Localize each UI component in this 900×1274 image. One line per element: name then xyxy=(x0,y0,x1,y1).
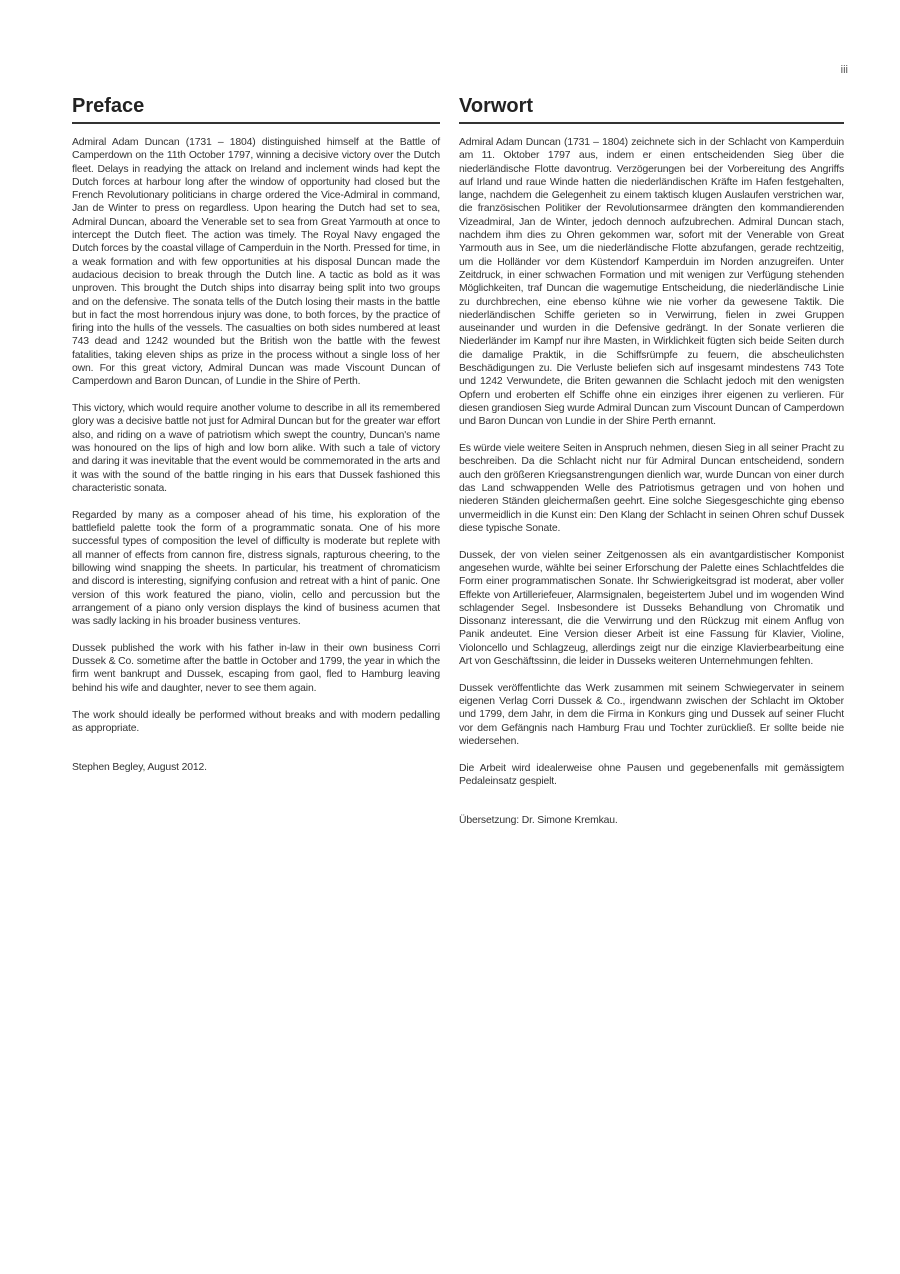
vorwort-paragraph-1: Admiral Adam Duncan (1731 – 1804) zeichnete sich in der Schlacht von Kamperduin am 11. Oktober 1797 aus, indem er einen entscheidenden Sieg über die niederländische Flotte davontrug. Verzögerungen bei der Vorbereitung des Angriffs auf Irland und raue Winde hatten die niederländischen Kräfte im Hafen festgehalten, lange, nachdem die Gelegenheit zu einem taktisch klugen Auslaufen verstrichen war, die französischen Politiker der Revolutionsarmee drängten den kommandierenden Vizeadmiral, Jan de Winter, jedoch dennoch aufzubrechen. Admiral Duncan stach, nachdem ihm dies zu Ohren gekommen war, sofort mit der Venerable von Great Yarmouth aus in See, um die niederländische Flotte abzufangen, gerade rechtzeitig, um die Holländer vor dem Küstendorf Kamperduin im Norden anzugreifen. Unter Zeitdruck, in einer schwachen Formation und mit wenigen zur Verfügung stehenden Möglichkeiten, traf Duncan die wagemutige Entscheidung, die niederländische Linie zu durchbrechen, eine ebenso kühne wie nie vorher da gewesene Taktik. Die niederländischen Schiffe gerieten so in Verwirrung, fielen in zwei Gruppen auseinander und wurden in die Defensive gedrängt. In der Sonate verlieren die Niederländer im Kampf nur ihre Masten, in Wirklichkeit fügten sich beide Seiten durch die damalige Praktik, in die Schiffsrümpfe zu feuern, die abscheulichsten Beschädigungen zu. Die Verluste beliefen sich auf insgesamt mindestens 743 Tote und 1242 Verwundete, die Briten gewannen die Schlacht jedoch mit den wenigsten Opfern und eroberten elf Schiffe ohne ein einziges ihrer eigenen zu verlieren. Für diesen grandiosen Sieg wurde Admiral Duncan zum Viscount Duncan of Camperdown und Baron Duncan von Lundie in der Shire Perth ernannt. xyxy=(459,137,844,428)
preface-column-english xyxy=(72,94,440,788)
preface-body xyxy=(72,136,440,774)
preface-paragraph-1: Admiral Adam Duncan (1731 – 1804) distinguished himself at the Battle of Camperdown on the 11th October 1797, winning a decisive victory over the Dutch fleet. Delays in readying the attack on Ireland and inclement winds had kept the Dutch forces at harbour long after the window of opportunity had closed but the French Revolutionary politicians in charge ordered the Vice-Admiral in command, Jan de Winter to press on regardless. Upon hearing the Dutch had set to sea, Admiral Duncan, aboard the Venerable set to sea from Great Yarmouth at once to intercept the Dutch fleet. The action was timely. The Royal Navy engaged the Dutch forces by the coastal village of Camperduin in the North. Pressed for time, in a weak formation and with few opportunities at his disposal Duncan made the audacious decision to break through the Dutch line. A tactic as bold as it was unproven. This brought the Dutch ships into disarray being split into two groups and on the defensive. The sonata tells of the Dutch losing their masts in the battle but in fact the most horrendous injury was done, to both forces, by the practice of firing into the hulls of the vessels. The casualties on both sides numbered at least 743 dead and 1242 wounded but the British won the battle with the fewest fatalities, taking eleven ships as prize in the process without a single loss of her own. For this great victory, Admiral Duncan was made Viscount Duncan of Camperdown and Baron Duncan, of Lundie in the Shire of Perth. xyxy=(72,137,440,388)
vorwort-paragraph-4: Dussek veröffentlichte das Werk zusammen mit seinem Schwiegervater in seinem eigenen Verlag Corri Dussek & Co., irgendwann zwischen der Schlacht im Oktober und 1799, dem Jahr, in dem die Firma in Konkurs ging und Dussek auf seiner Flucht vor dem Gefängnis nach Hamburg Frau und Tochter zurückließ. Er sollte beide nie wiedersehen. xyxy=(459,682,844,747)
preface-heading: Preface xyxy=(72,94,440,124)
vorwort-paragraph-5: Die Arbeit wird idealerweise ohne Pausen und gegebenenfalls mit gemässigtem Pedaleinsatz gespielt. xyxy=(459,762,844,788)
preface-paragraph-4: Dussek published the work with his father in-law in their own business Corri Dussek & Co. sometime after the battle in October and 1799, the year in which the firm went bankrupt and Dussek, escaping from gaol, fled to Hamburg leaving behind his wife and daughter, never to see them again. xyxy=(72,642,440,694)
vorwort-body xyxy=(459,136,844,828)
preface-signature: Stephen Begley, August 2012. xyxy=(72,762,207,774)
preface-paragraph-5: The work should ideally be performed without breaks and with modern pedalling as appropriate. xyxy=(72,709,440,734)
vorwort-paragraph-2: Es würde viele weitere Seiten in Anspruch nehmen, diesen Sieg in all seiner Pracht zu beschreiben. Da die Schlacht nicht nur für Admiral Duncan entscheidend, sondern auch den größeren Kriegsanstrengungen dienlich war, wurde Duncan von einer durch das Land schwappenden Welle des Patriotismus getragen und von hohen und niederen Ständen gleichermaßen geehrt. Eine solche Siegesgeschichte ging ebenso unvermeidlich in die Kunst ein: Den Klang der Schlacht in seinen Ohren schuf Dussek diese typische Sonate. xyxy=(459,443,844,534)
vorwort-column-german xyxy=(459,94,844,841)
vorwort-signature: Übersetzung: Dr. Simone Kremkau. xyxy=(459,815,618,827)
vorwort-paragraph-3: Dussek, der von vielen seiner Zeitgenossen als ein avantgardistischer Komponist angesehen wurde, wählte bei seiner Erforschung der Palette eines Schlachtfeldes die Form einer programmatischen Sonate. Ihr Schwierigkeitsgrad ist moderat, aber voller Effekte von Artilleriefeuer, Alarmsignalen, begeistertem Jubel und im wogenden Wind schlagender Segel. Insbesondere ist Dusseks Behandlung von Chromatik und Dissonanz interessant, die die Verwirrung und den Rückzug mit einem Anflug von Panik andeutet. Eine Version dieser Arbeit ist eine Fassung für Klavier, Violine, Violoncello und Schlagzeug, allerdings zeigt nur die einzige Klavierbearbeitung eine Art von Geschäftssinn, die leider in Dusseks weiteren Unternehmungen fehlten. xyxy=(459,549,844,667)
preface-paragraph-2: This victory, which would require another volume to describe in all its remembered glory was a decisive battle not just for Admiral Duncan but for the greater war effort also, and riding on a wave of patriotism which swept the country, Duncan's name was honoured on the lips of high and low born alike. With such a tale of victory and daring it was inevitable that the event would be commemorated in the arts and it was with the sound of the battle ringing in his ears that Dussek fashioned this characteristic sonata. xyxy=(72,403,440,494)
page-number: iii xyxy=(840,64,848,76)
vorwort-heading: Vorwort xyxy=(459,94,844,124)
preface-paragraph-3: Regarded by many as a composer ahead of his time, his exploration of the battlefield palette took the form of a programmatic sonata. One of his more successful types of composition the level of difficulty is moderate but replete with all manner of effects from cannon fire, distress signals, rapturous cheering, to the billowing wind snapping the sheets. In particular, his treatment of chromaticism and discord is interesting, signifying confusion and retreat with a hint of panic. One version of this work featured the piano, violin, cello and percussion but the arrangement of a piano only version displays the kind of business acumen that was sadly lacking in his broader business ventures. xyxy=(72,509,440,628)
